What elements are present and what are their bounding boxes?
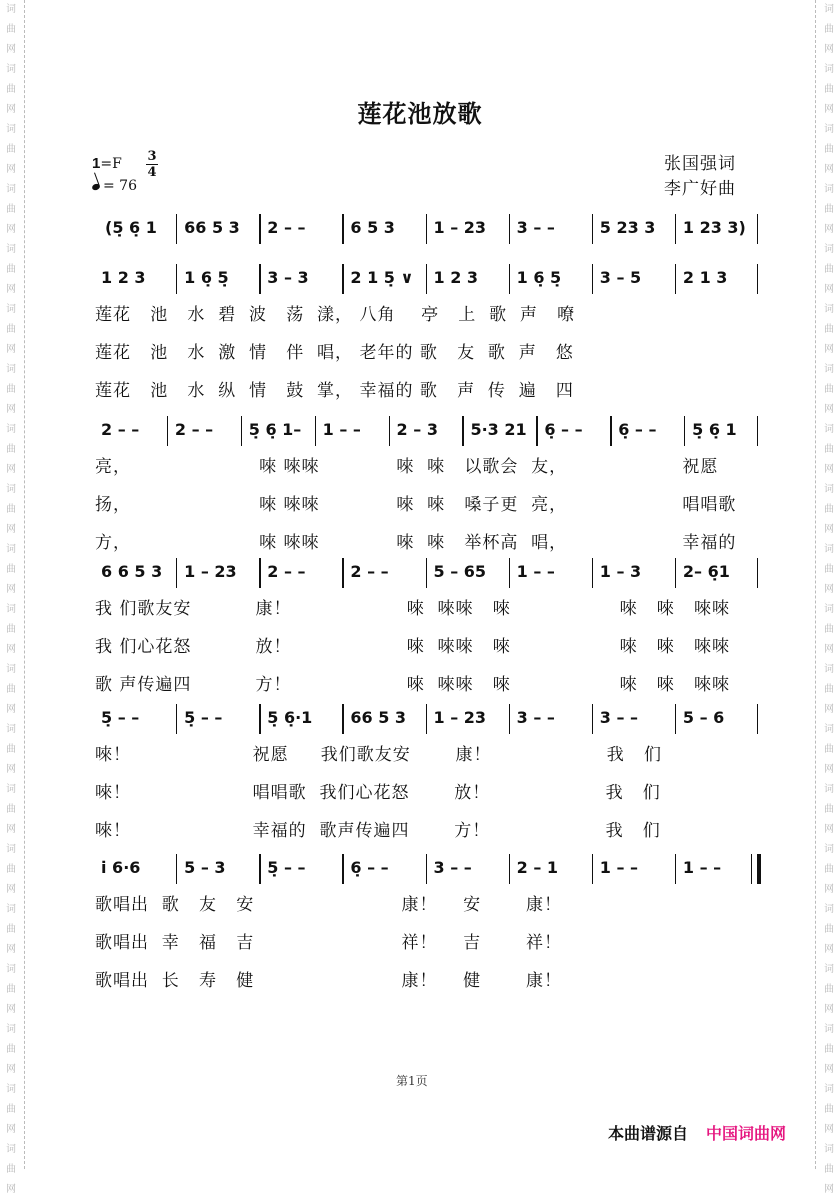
watermark-text: 词 曲 网 — [824, 964, 834, 1015]
page-number: 第1页 — [396, 1074, 428, 1088]
measure: 1 6̣ 5̣ — [184, 268, 229, 287]
site-name-link[interactable]: 中国词曲网 — [706, 1124, 787, 1143]
barline — [426, 704, 427, 734]
measure: 2 – – — [174, 420, 214, 439]
watermark-text: 词 曲 网 — [824, 604, 834, 655]
measure: 5 23 3 — [599, 218, 656, 237]
measure: 1 23 3) — [682, 218, 746, 237]
measure: 3 – – — [599, 708, 639, 727]
watermark-text: 词 曲 网 — [6, 844, 16, 895]
watermark-text: 词 曲 网 — [824, 484, 834, 535]
barline — [342, 264, 343, 294]
lyric-verse-1: 我 们歌友安 康！ 唻 唻唻 唻 唻 唻 唻唻 — [95, 599, 731, 619]
barline — [592, 558, 593, 588]
measure: 2 1 5̣ ∨ — [350, 268, 414, 287]
score-system — [95, 708, 760, 841]
measure: 5̣ – – — [184, 708, 223, 727]
measure: 1 – 3 — [599, 562, 642, 581]
measure: 1 – – — [322, 420, 361, 439]
measure: 6̣ – – — [618, 420, 657, 439]
watermark-text: 词 曲 网 — [824, 184, 834, 235]
barline — [426, 264, 427, 294]
measure: i̇ 6·6 — [101, 858, 141, 877]
watermark-text: 词 曲 网 — [824, 304, 834, 355]
tempo-marking: = 76 — [92, 175, 137, 197]
barline — [389, 416, 390, 446]
barline — [757, 416, 758, 446]
barline — [342, 558, 343, 588]
score-system — [95, 268, 760, 401]
watermark-text: 词 曲 网 — [824, 64, 834, 115]
watermark-text: 词 曲 网 — [6, 124, 16, 175]
barline — [509, 854, 510, 884]
key-tempo-block — [92, 153, 137, 197]
barline — [757, 264, 758, 294]
barline — [509, 558, 510, 588]
watermark-text: 词 曲 网 — [6, 904, 16, 955]
score-system — [95, 420, 760, 553]
watermark-text: 词 曲 网 — [6, 724, 16, 775]
score-system — [95, 218, 760, 244]
measure: 6 6 5 3 — [101, 562, 163, 581]
measure: 2 – – — [101, 420, 140, 439]
lyricist: 张国强词 — [664, 154, 736, 174]
measure: 1 – 23 — [184, 562, 237, 581]
notes-row — [95, 708, 760, 734]
barline — [592, 264, 593, 294]
final-barline — [757, 854, 761, 884]
measure: 1 – 23 — [433, 708, 487, 727]
watermark-text: 词 曲 网 — [6, 424, 16, 475]
barline — [757, 704, 758, 734]
measure: 5̣ – – — [101, 708, 140, 727]
lyric-verse-2: 唻！ 唱唱歌 我们心花怒 放！ 我 们 — [95, 783, 661, 803]
measure: 1 – 23 — [433, 218, 487, 237]
watermark-text: 词 曲 网 — [6, 1084, 16, 1135]
measure: 5 – 65 — [433, 562, 487, 581]
watermark-text: 词 曲 网 — [6, 304, 16, 355]
lyric-verse-3: 莲花 池 水 纵 情 鼓 掌， 幸福的 歌 声 传 遍 四 — [95, 381, 574, 401]
barline — [592, 854, 593, 884]
measure: 2– 6̣1 — [682, 562, 730, 581]
watermark-text: 词 曲 网 — [6, 64, 16, 115]
lyric-verse-3: 歌 声传遍四 方！ 唻 唻唻 唻 唻 唻 唻唻 — [95, 675, 731, 695]
watermark-text: 词 曲 网 — [824, 844, 834, 895]
quarter-note-icon — [91, 183, 101, 191]
measure: 1 – – — [516, 562, 555, 581]
lyric-verse-2: 歌唱出 幸 福 吉 祥！ 吉 祥！ — [95, 933, 562, 953]
score-system — [95, 562, 760, 695]
notes-row — [95, 218, 760, 244]
right-watermark-margin — [815, 0, 840, 1195]
lyric-verse-1: 歌唱出 歌 友 安 康！ 安 康！ — [95, 895, 562, 915]
barline — [675, 704, 676, 734]
watermark-text: 词 曲 网 — [824, 424, 834, 475]
measure: 6̣ – – — [544, 420, 583, 439]
measure: 1 – – — [682, 858, 722, 877]
watermark-text: 词 曲 网 — [6, 1024, 16, 1075]
barline — [751, 854, 752, 884]
measure: 5̣ 6̣ 1– — [248, 420, 302, 439]
barline — [176, 558, 177, 588]
watermark-text: 词 曲 网 — [824, 1024, 834, 1075]
left-watermark-margin — [0, 0, 25, 1195]
measure: 2 – 3 — [396, 420, 438, 439]
barline — [509, 214, 510, 244]
measure: 3 – 3 — [267, 268, 309, 287]
watermark-text: 词 曲 网 — [824, 724, 834, 775]
barline — [592, 704, 593, 734]
composer: 李广好曲 — [664, 179, 736, 199]
measure: 1 6̣ 5̣ — [516, 268, 562, 287]
lyric-verse-1: 亮， 唻 唻唻 唻 唻 以歌会 友， 祝愿 — [95, 457, 719, 477]
barline — [259, 854, 260, 884]
watermark-text: 词 曲 网 — [824, 1084, 834, 1135]
watermark-text: 词 曲 网 — [6, 484, 16, 535]
notes-row — [95, 562, 760, 588]
song-title: 莲花池放歌 — [357, 100, 483, 128]
watermark-text: 词 曲 网 — [824, 544, 834, 595]
watermark-text: 词 曲 网 — [6, 544, 16, 595]
source-attribution — [608, 1121, 786, 1144]
watermark-text: 词 曲 网 — [824, 244, 834, 295]
barline — [176, 704, 177, 734]
barline — [342, 704, 343, 734]
watermark-text: 词 曲 网 — [6, 244, 16, 295]
measure: 5̣ 6̣ 1 — [692, 420, 737, 439]
measure: 3 – – — [516, 708, 555, 727]
watermark-text: 词 曲 网 — [6, 184, 16, 235]
measure: 1 2 3 — [433, 268, 479, 287]
barline — [426, 854, 427, 884]
barline — [259, 264, 260, 294]
lyric-verse-3: 方， 唻 唻唻 唻 唻 举杯高 唱， 幸福的 — [95, 533, 737, 553]
measure: 3 – – — [516, 218, 555, 237]
notes-row — [95, 268, 760, 294]
measure: 2 – – — [267, 218, 306, 237]
barline — [176, 214, 177, 244]
lyric-verse-2: 扬， 唻 唻唻 唻 唻 嗓子更 亮， 唱唱歌 — [95, 495, 737, 515]
barline — [592, 214, 593, 244]
key-signature: 1=F — [92, 155, 122, 172]
score-system — [95, 858, 760, 991]
barline — [167, 416, 168, 446]
measure: 5 – 6 — [682, 708, 725, 727]
lyric-verse-3: 歌唱出 长 寿 健 康！ 健 康！ — [95, 971, 562, 991]
watermark-text: 词 曲 网 — [824, 124, 834, 175]
measure: 2 – – — [267, 562, 306, 581]
barline — [259, 214, 260, 244]
barline — [675, 854, 676, 884]
barline — [684, 416, 685, 446]
measure: 2 – – — [350, 562, 389, 581]
watermark-text: 词 曲 网 — [6, 4, 16, 55]
measure: 5 – 3 — [184, 858, 226, 877]
credits — [664, 152, 736, 202]
watermark-text: 词 曲 网 — [824, 784, 834, 835]
lyric-verse-1: 莲花 池 水 碧 波 荡 漾， 八角 亭 上 歌 声 嘹 — [95, 305, 576, 325]
measure: 2 – 1 — [516, 858, 559, 877]
measure: 5̣ 6̣·1 — [267, 708, 313, 727]
notes-row — [95, 420, 760, 446]
watermark-text: 词 曲 网 — [824, 904, 834, 955]
barline — [610, 416, 611, 446]
source-label: 本曲谱源自 — [608, 1124, 689, 1143]
lyric-verse-1: 唻！ 祝愿 我们歌友安 康！ 我 们 — [95, 745, 662, 765]
lyric-verse-2: 莲花 池 水 激 情 伴 唱， 老年的 歌 友 歌 声 悠 — [95, 343, 574, 363]
barline — [342, 854, 343, 884]
measure: 66 5 3 — [184, 218, 240, 237]
barline — [176, 854, 177, 884]
watermark-text: 词 曲 网 — [824, 664, 834, 715]
measure: 2 1 3 — [682, 268, 728, 287]
barline — [426, 214, 427, 244]
watermark-text: 词 曲 网 — [6, 604, 16, 655]
barline — [757, 214, 758, 244]
barline — [426, 558, 427, 588]
lyric-verse-2: 我 们心花怒 放！ 唻 唻唻 唻 唻 唻 唻唻 — [95, 637, 731, 657]
barline — [675, 558, 676, 588]
time-signature: 3 4 — [147, 149, 157, 180]
barline — [259, 558, 260, 588]
measure: 66 5 3 — [350, 708, 407, 727]
watermark-text: 词 曲 网 — [824, 4, 834, 55]
barline — [259, 704, 260, 734]
measure: (5̣ 6̣ 1 — [105, 218, 157, 237]
watermark-text: 词 曲 网 — [824, 1144, 834, 1195]
watermark-text: 词 曲 网 — [824, 364, 834, 415]
barline — [342, 214, 343, 244]
watermark-text: 词 曲 网 — [6, 1144, 16, 1195]
measure: 6̣ – – — [350, 858, 389, 877]
barline — [675, 264, 676, 294]
barline — [675, 214, 676, 244]
watermark-text: 词 曲 网 — [6, 664, 16, 715]
barline — [241, 416, 242, 446]
notes-row — [95, 858, 760, 884]
barline — [509, 704, 510, 734]
watermark-text: 词 曲 网 — [6, 364, 16, 415]
barline — [509, 264, 510, 294]
barline — [536, 416, 537, 446]
measure: 1 2 3 — [101, 268, 146, 287]
measure: 5̣ – – — [267, 858, 306, 877]
barline — [176, 264, 177, 294]
barline — [462, 416, 463, 446]
barline — [757, 558, 758, 588]
lyric-verse-3: 唻！ 幸福的 歌声传遍四 方！ 我 们 — [95, 821, 661, 841]
measure: 6 5 3 — [350, 218, 395, 237]
measure: 3 – 5 — [599, 268, 642, 287]
watermark-text: 词 曲 网 — [6, 784, 16, 835]
barline — [315, 416, 316, 446]
measure: 5·3 21 — [470, 420, 527, 439]
measure: 1 – – — [599, 858, 639, 877]
measure: 3 – – — [433, 858, 472, 877]
watermark-text: 词 曲 网 — [6, 964, 16, 1015]
